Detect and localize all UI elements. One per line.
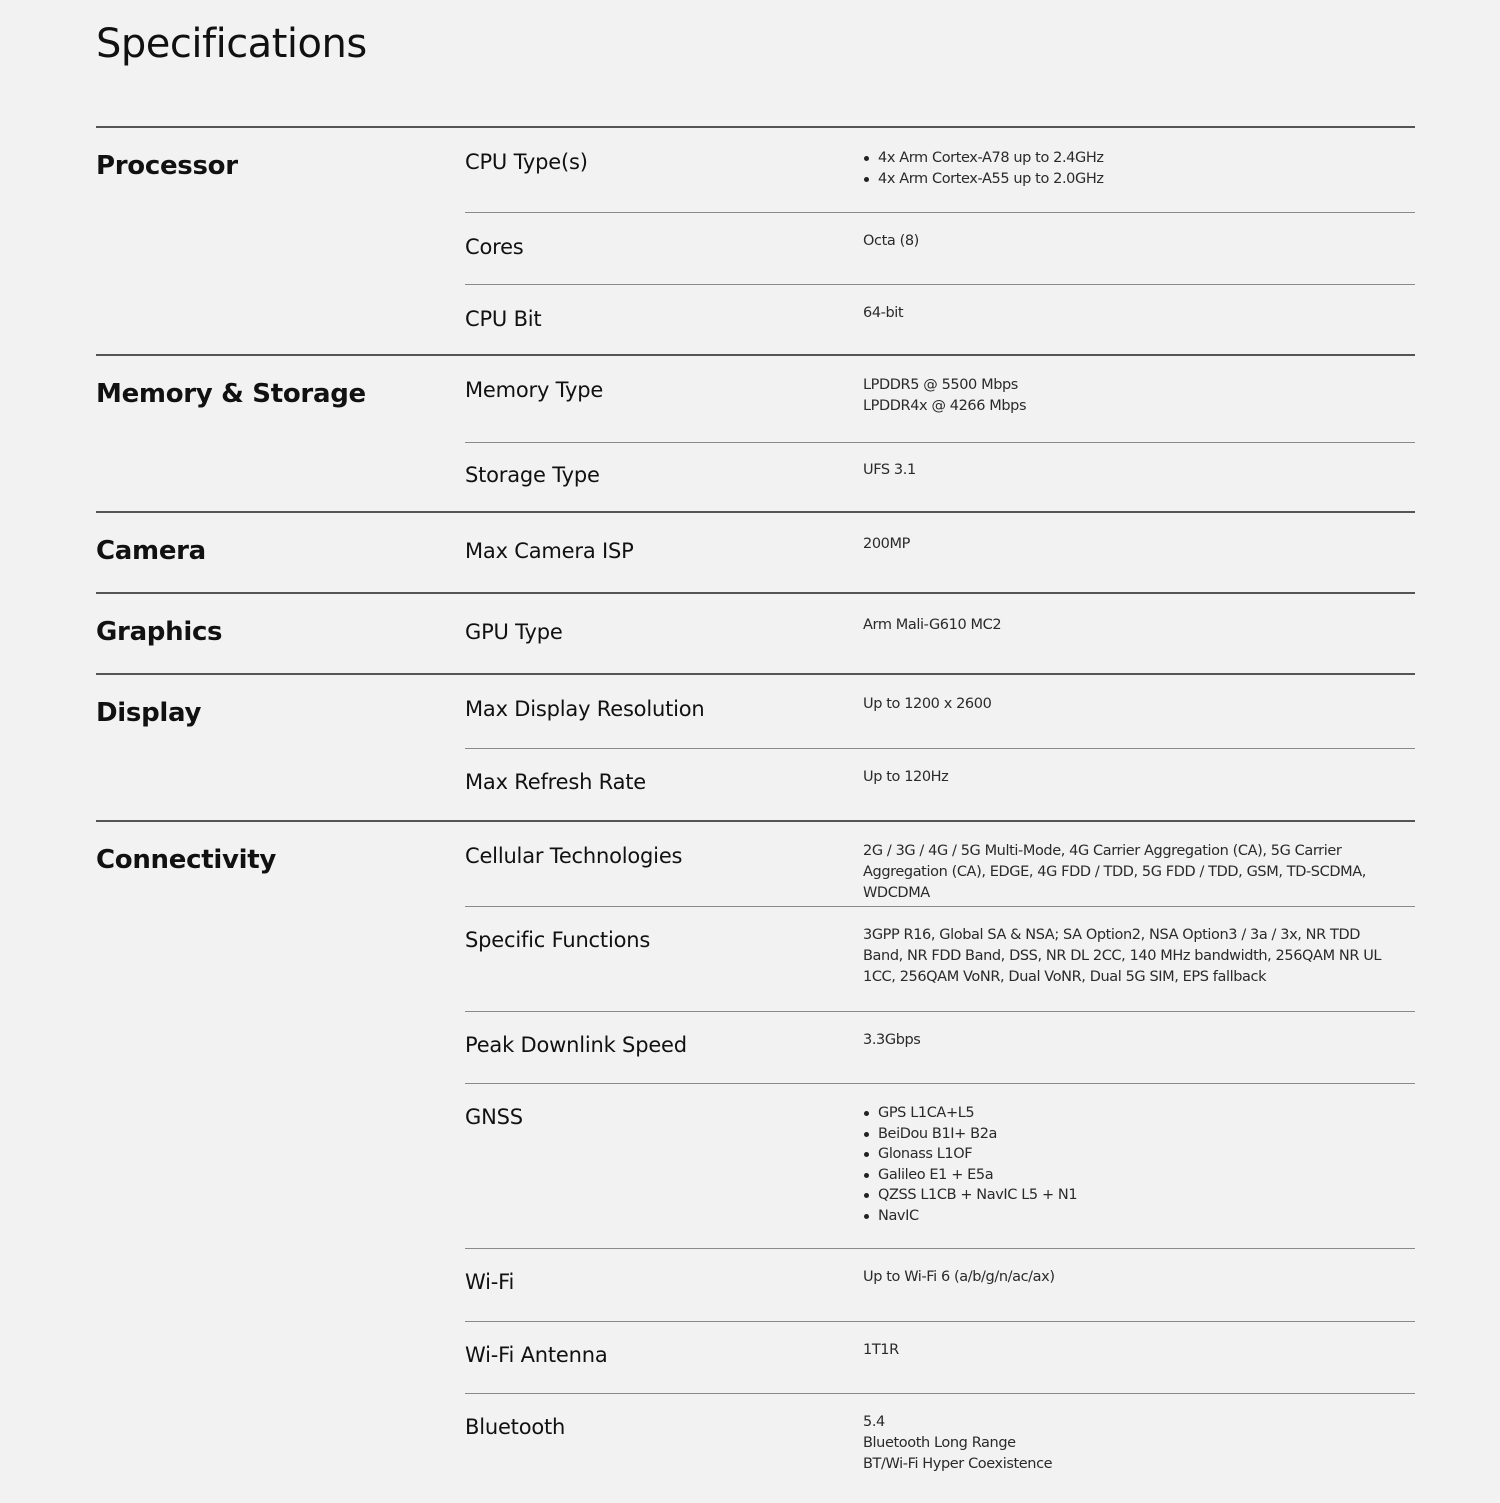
spec-label: Specific Functions: [465, 928, 651, 952]
value-line: Arm Mali-G610 MC2: [863, 617, 1002, 633]
spec-group-processor: [96, 126, 1415, 357]
spec-row-specific-functions: [465, 906, 1415, 1012]
spec-value: [863, 1340, 1403, 1361]
value-line: 200MP: [863, 536, 910, 552]
spec-label: Bluetooth: [465, 1415, 566, 1439]
list-item: NavIC: [863, 1206, 1403, 1227]
spec-label: Wi-Fi: [465, 1270, 515, 1294]
spec-value: [863, 375, 1403, 417]
spec-label: Memory Type: [465, 378, 604, 402]
value-line: Up to 1200 x 2600: [863, 696, 992, 712]
group-heading: Connectivity: [96, 845, 276, 875]
spec-value: [863, 148, 1403, 189]
spec-label: Max Display Resolution: [465, 697, 705, 721]
spec-row-wifi-antenna: [465, 1321, 1415, 1394]
bullet-list: [863, 148, 1403, 189]
spec-label: Max Refresh Rate: [465, 770, 647, 794]
list-item: GPS L1CA+L5: [863, 1103, 1403, 1124]
bullet-list: [863, 1103, 1403, 1226]
spec-value: [863, 1412, 1403, 1475]
spec-label: Peak Downlink Speed: [465, 1033, 687, 1057]
group-heading: Camera: [96, 536, 206, 566]
spec-group-display: [96, 673, 1415, 822]
value-line: Octa (8): [863, 233, 919, 249]
spec-value: [863, 615, 1403, 636]
spec-row-cores: [465, 212, 1415, 285]
group-heading: Display: [96, 698, 202, 728]
spec-group-graphics: [96, 592, 1415, 675]
page-title: Specifications: [96, 21, 367, 67]
spec-label: Cellular Technologies: [465, 844, 683, 868]
value-line: BT/Wi-Fi Hyper Coexistence: [863, 1456, 1053, 1472]
spec-label: Wi-Fi Antenna: [465, 1343, 608, 1367]
group-heading: Processor: [96, 151, 238, 181]
spec-value: [863, 1103, 1403, 1226]
spec-value: [863, 767, 1403, 788]
spec-value: [863, 303, 1403, 324]
group-heading: Memory & Storage: [96, 379, 366, 409]
spec-row-wifi: [465, 1248, 1415, 1322]
value-line: UFS 3.1: [863, 462, 916, 478]
spec-row-max-refresh-rate: [465, 748, 1415, 822]
spec-label: GPU Type: [465, 620, 563, 644]
list-item: Glonass L1OF: [863, 1144, 1403, 1165]
value-line: Bluetooth Long Range: [863, 1435, 1016, 1451]
value-line: 3.3Gbps: [863, 1032, 921, 1048]
list-item: QZSS L1CB + NavIC L5 + N1: [863, 1185, 1403, 1206]
group-heading: Graphics: [96, 617, 223, 647]
spec-value: [863, 925, 1403, 988]
spec-row-peak-downlink-speed: [465, 1011, 1415, 1084]
spec-value: [863, 460, 1403, 481]
spec-row-storage-type: [465, 442, 1415, 515]
value-line: 5.4: [863, 1414, 885, 1430]
spec-label: Cores: [465, 235, 524, 259]
list-item: 4x Arm Cortex-A78 up to 2.4GHz: [863, 148, 1403, 169]
spec-row-gnss: [465, 1083, 1415, 1249]
value-line: 1T1R: [863, 1342, 899, 1358]
value-paragraph: 2G / 3G / 4G / 5G Multi-Mode, 4G Carrier Aggregation (CA), 5G Carrier Aggregation (CA), EDGE, 4G FDD / TDD, 5G FDD / TDD, GSM, TD-SCDMA, WDCDMA: [863, 843, 1366, 901]
spec-label: Max Camera ISP: [465, 539, 634, 563]
spec-value: [863, 1030, 1403, 1051]
spec-row-bluetooth: [465, 1393, 1415, 1503]
spec-value: [863, 534, 1403, 555]
spec-value: [863, 231, 1403, 252]
spec-value: [863, 841, 1403, 904]
spec-label: CPU Bit: [465, 307, 542, 331]
spec-label: CPU Type(s): [465, 150, 588, 174]
spec-group-camera: [96, 511, 1415, 595]
list-item: Galileo E1 + E5a: [863, 1165, 1403, 1186]
spec-value: [863, 1267, 1403, 1288]
value-line: Up to 120Hz: [863, 769, 949, 785]
list-item: 4x Arm Cortex-A55 up to 2.0GHz: [863, 169, 1403, 190]
value-line: Up to Wi-Fi 6 (a/b/g/n/ac/ax): [863, 1269, 1055, 1285]
value-paragraph: 3GPP R16, Global SA & NSA; SA Option2, NSA Option3 / 3a / 3x, NR TDD Band, NR FDD Band, DSS, NR DL 2CC, 140 MHz bandwidth, 256QAM NR UL 1CC, 256QAM VoNR, Dual VoNR, Dual 5G SIM, EPS fallback: [863, 927, 1382, 985]
spec-value: [863, 694, 1403, 715]
list-item: BeiDou B1I+ B2a: [863, 1124, 1403, 1145]
value-line: LPDDR4x @ 4266 Mbps: [863, 398, 1027, 414]
spec-label: Storage Type: [465, 463, 600, 487]
spec-row-cpu-bit: [465, 284, 1415, 357]
spec-group-memory-storage: [96, 354, 1415, 514]
value-line: LPDDR5 @ 5500 Mbps: [863, 377, 1018, 393]
value-line: 64-bit: [863, 305, 904, 321]
spec-label: GNSS: [465, 1105, 523, 1129]
spec-group-connectivity: [96, 820, 1415, 1502]
